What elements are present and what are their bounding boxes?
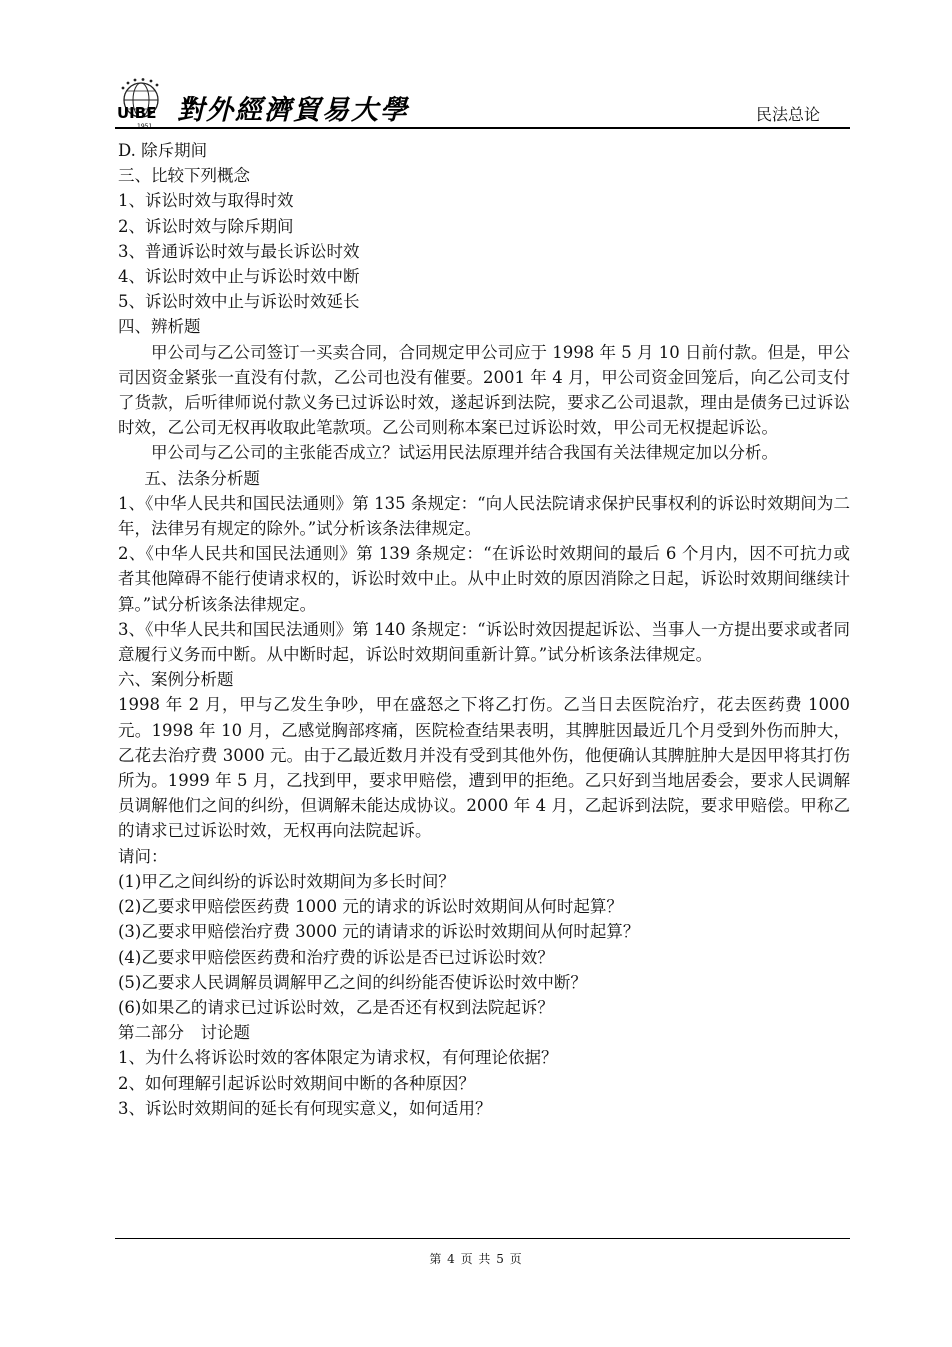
page-header — [115, 72, 850, 130]
university-logo — [115, 78, 175, 130]
text-line: 4、诉讼时效中止与诉讼时效中断 — [118, 267, 360, 287]
text-line: 2、诉讼时效与除斥期间 — [118, 216, 294, 236]
text-line: 1、诉讼时效与取得时效 — [118, 191, 294, 211]
document-body — [118, 138, 850, 1121]
logo-text: UIBE — [117, 104, 157, 122]
text-line: 1、为什么将诉讼时效的客体限定为请求权，有何理论依据？ — [118, 1048, 558, 1068]
text-line: 2、《中华人民共和国民法通则》第 139 条规定：“在诉讼时效期间的最后 6 个月内，因不可抗力或者其他障碍不能行使请求权的，诉讼时效中止。从中止时效的原因消除之日起，诉讼时效期间继续计算。”试分析该条法律规定。 — [118, 544, 850, 614]
text-line: 甲公司与乙公司的主张能否成立？试运用民法原理并结合我国有关法律规定加以分析。 — [151, 443, 778, 463]
header-divider — [115, 127, 850, 129]
text-line: 请问： — [118, 846, 168, 866]
text-line: 3、诉讼时效期间的延长有何现实意义，如何适用？ — [118, 1098, 492, 1118]
text-line: 1、《中华人民共和国民法通则》第 135 条规定：“向人民法院请求保护民事权利的诉讼时效期间为二年，法律另有规定的除外。”试分析该条法律规定。 — [118, 493, 850, 539]
text-line: (6)如果乙的请求已过诉讼时效，乙是否还有权到法院起诉？ — [118, 997, 554, 1017]
text-line: 第二部分 讨论题 — [118, 1023, 250, 1043]
text-line: 5、诉讼时效中止与诉讼时效延长 — [118, 292, 360, 312]
text-line: (3)乙要求甲赔偿治疗费 3000 元的请请求的诉讼时效期间从何时起算？ — [118, 922, 640, 942]
footer-divider — [115, 1238, 850, 1239]
text-line: 五、法条分析题 — [144, 468, 260, 488]
text-line: 四、辨析题 — [118, 317, 201, 337]
text-line: 2、如何理解引起诉讼时效期间中断的各种原因？ — [118, 1073, 475, 1093]
text-line: D. 除斥期间 — [118, 141, 208, 160]
text-line: 1998 年 2 月，甲与乙发生争吵，甲在盛怒之下将乙打伤。乙当日去医院治疗，花去医药费 1000 元。1998 年 10 月，乙感觉胸部疼痛，医院检查结果表明，其脾脏因最近几个月受到外伤而肿大，乙花去治疗费 3000 元。由于乙最近数月并没有受到其他外伤，他便确认其脾脏肿大是因甲将其打伤所为。1999 年 5 月，乙找到甲，要求甲赔偿，遭到甲的拒绝。乙只好到当地居委会，要求人民调解员调解他们之间的纠纷，但调解未能达成协议。2000 年 4 月，乙起诉到法院，要求甲赔偿。甲称乙的请求已过诉讼时效，无权再向法院起诉。 — [118, 695, 850, 841]
text-line: 甲公司与乙公司签订一买卖合同，合同规定甲公司应于 1998 年 5 月 10 日前付款。但是，甲公司因资金紧张一直没有付款，乙公司也没有催要。2001 年 4 月，甲公司资金回笼后，向乙公司支付了货款，后听律师说付款义务已过诉讼时效，遂起诉到法院，要求乙公司退款，理由是债务已过诉讼时效，乙公司无权再收取此笔款项。乙公司则称本案已过诉讼时效，甲公司无权提起诉讼。 — [118, 342, 850, 438]
university-name: 對外經濟貿易大學 — [177, 95, 409, 126]
text-line: (2)乙要求甲赔偿医药费 1000 元的请求的诉讼时效期间从何时起算？ — [118, 897, 623, 917]
text-line: 三、比较下列概念 — [118, 166, 250, 186]
text-line: 3、《中华人民共和国民法通则》第 140 条规定：“诉讼时效因提起诉讼、当事人一方提出要求或者同意履行义务而中断。从中断时起，诉讼时效期间重新计算。”试分析该条法律规定。 — [118, 619, 850, 665]
text-line: (1)甲乙之间纠纷的诉讼时效期间为多长时间？ — [118, 871, 455, 891]
text-line: (4)乙要求甲赔偿医药费和治疗费的诉讼是否已过诉讼时效？ — [118, 947, 554, 967]
text-line: (5)乙要求人民调解员调解甲乙之间的纠纷能否使诉讼时效中断？ — [118, 972, 587, 992]
course-title: 民法总论 — [755, 105, 820, 124]
page-number: 第 4 页 共 5 页 — [429, 1252, 523, 1266]
text-line: 六、案例分析题 — [118, 670, 234, 690]
text-line: 3、普通诉讼时效与最长诉讼时效 — [118, 241, 360, 261]
